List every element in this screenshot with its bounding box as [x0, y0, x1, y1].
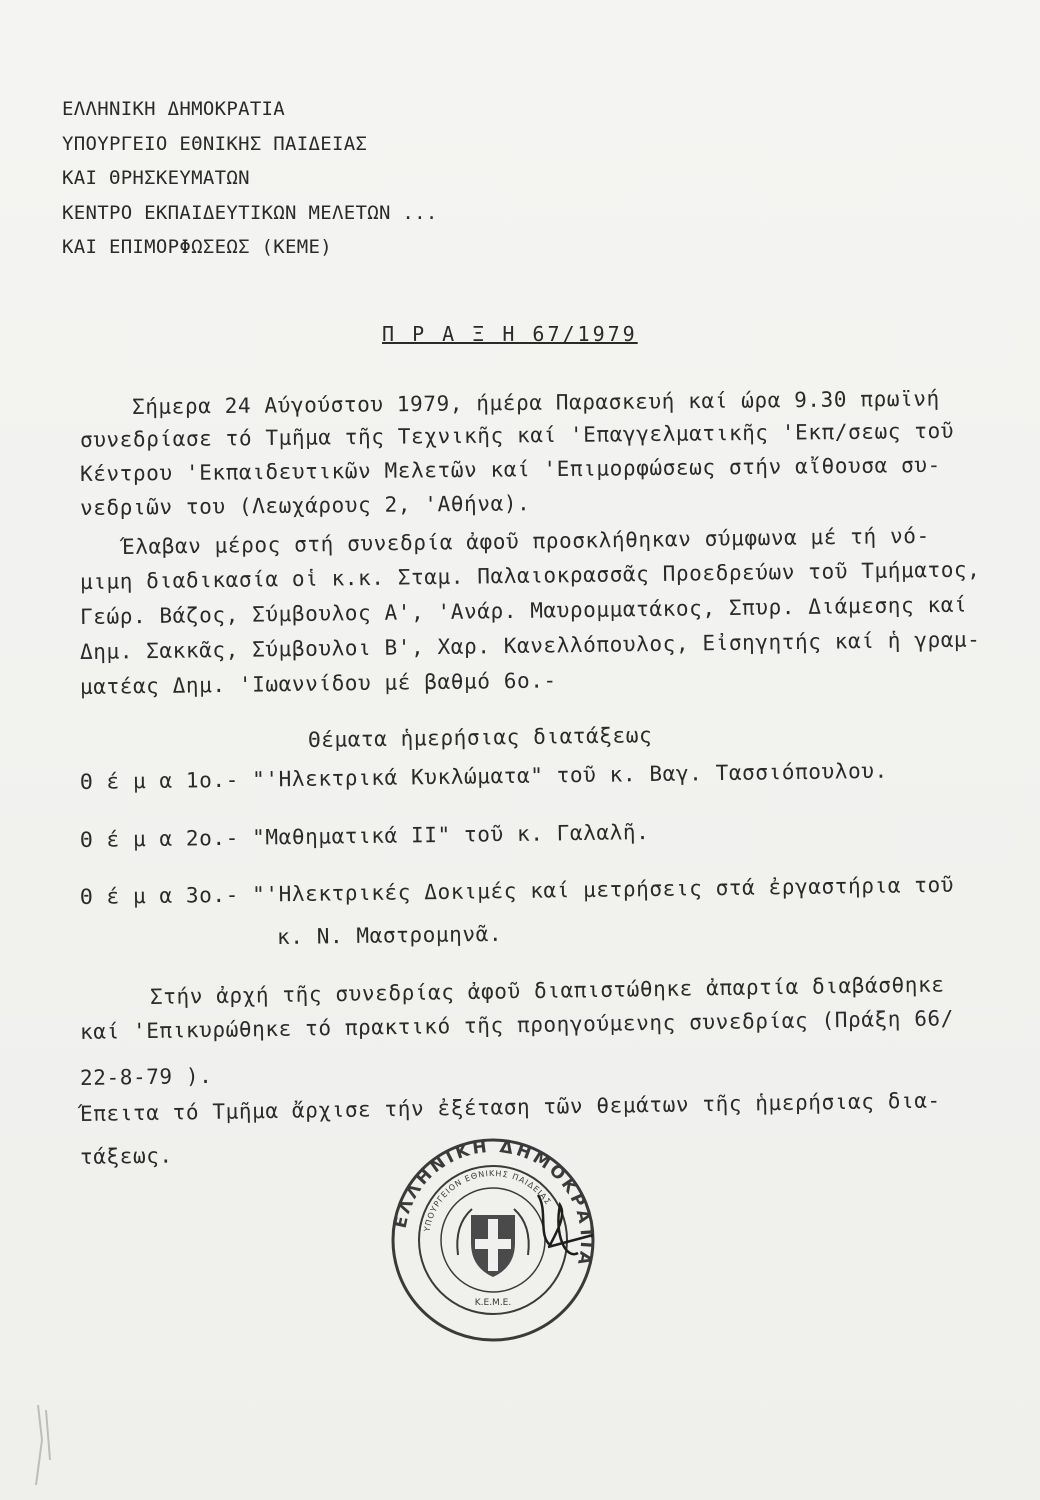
letterhead-line: ΥΠΟΥΡΓΕΙΟ ΕΘΝΙΚΗΣ ΠΑΙΔΕΙΑΣ — [62, 132, 368, 155]
letterhead-line: ΚΕΝΤΡΟ ΕΚΠΑΙΔΕΥΤΙΚΩΝ ΜΕΛΕΤΩΝ ... — [62, 201, 438, 224]
paragraph-line: Γεώρ. Βάζος, Σύμβουλος Α', 'Ανάρ. Μαυρομματάκος, Σπυρ. Διάμεσης καί — [79, 592, 968, 629]
paragraph-line: Κέντρου 'Εκπαιδευτικῶν Μελετῶν καί 'Επιμορφώσεως στήν αἴθουσα συ- — [79, 452, 941, 486]
paragraph-line: Σήμερα 24 Αύγούστου 1979, ήμέρα Παρασκευή καί ώρα 9.30 πρωϊνή — [131, 386, 940, 419]
letterhead — [62, 92, 438, 265]
paragraph-line: καί 'Επικυρώθηκε τό πρακτικό τῆς προηγούμενης συνεδρίας (Πράξη 66/ — [79, 1006, 955, 1044]
stamp-inner-text: ΥΠΟΥΡΓΕΙΟΝ ΕΘΝΙΚΗΣ ΠΑΙΔΕΙΑΣ — [422, 1168, 553, 1233]
agenda-item: Θ έ μ α 2ο.- "Μαθηματικά ΙΙ" τοῦ κ. Γαλαλῆ. — [79, 820, 650, 852]
paragraph-line: Δημ. Σακκᾶς, Σύμβουλοι Β', Χαρ. Κανελλόπουλος, Εἰσηγητής καί ἡ γραμ- — [79, 627, 981, 664]
agenda-item: Θ έ μ α 1ο.- "'Ηλεκτρικά Κυκλώματα" τοῦ κ. Βαγ. Τασσιόπουλου. — [79, 758, 888, 794]
letterhead-line: ΚΑΙ ΕΠΙΜΟΡΦΩΣΕΩΣ (ΚΕΜΕ) — [62, 236, 332, 258]
act-title: Π Ρ Α Ξ Η 67/1979 — [382, 322, 638, 346]
paragraph-line: τάξεως. — [79, 1143, 173, 1169]
stamp-bottom-text: Κ.Ε.Μ.Ε. — [474, 1298, 512, 1308]
paragraph-line: Έπειτα τό Τμῆμα ἄρχισε τήν ἐξέταση τῶν θεμάτων τῆς ἡμερήσιας δια- — [79, 1088, 941, 1126]
official-seal-stamp — [388, 1135, 598, 1345]
agenda-item-continuation: κ. Ν. Μαστρομηνᾶ. — [276, 921, 503, 949]
paragraph-line: μιμη διαδικασία οἱ κ.κ. Σταμ. Παλαιοκρασσᾶς Προεδρεύων τοῦ Τμήματος, — [79, 557, 981, 594]
paragraph-line: Στήν ἀρχή τῆς συνεδρίας ἀφοῦ διαπιστώθηκε ἀπαρτία διαβάσθηκε — [149, 972, 945, 1009]
letterhead-line: ΚΑΙ ΘΡΗΣΚΕΥΜΑΤΩΝ — [62, 167, 250, 189]
letterhead-line: ΕΛΛΗΝΙΚΗ ΔΗΜΟΚΡΑΤΙΑ — [62, 98, 286, 120]
agenda-item: Θ έ μ α 3ο.- "'Ηλεκτρικές Δοκιμές καί μετρήσεις στά ἐργαστήρια τοῦ — [79, 872, 955, 909]
margin-scribble — [28, 1400, 64, 1490]
paragraph-line: νεδριῶν του (Λεωχάρους 2, 'Αθήνα). — [79, 491, 531, 520]
paragraph-line: Έλαβαν μέρος στή συνεδρία ἀφοῦ προσκλήθηκαν σύμφωνα μέ τή νό- — [121, 523, 930, 559]
paragraph-line: ματέας Δημ. 'Ιωαννίδου μέ βαθμό 6ο.- — [79, 668, 557, 699]
stamp-outer-text: ΕΛΛΗΝΙΚΗ ΔΗΜΟΚΡΑΤΙΑ — [390, 1136, 597, 1270]
agenda-heading: Θέματα ἡμερήσιας διατάξεως — [307, 723, 653, 752]
handwritten-date: 22-8-79 ). — [79, 1063, 213, 1090]
paragraph-line: συνεδρίασε τό Τμῆμα τῆς Τεχνικῆς καί 'Επαγγελματικῆς 'Εκπ/σεως τοῦ — [79, 418, 955, 452]
